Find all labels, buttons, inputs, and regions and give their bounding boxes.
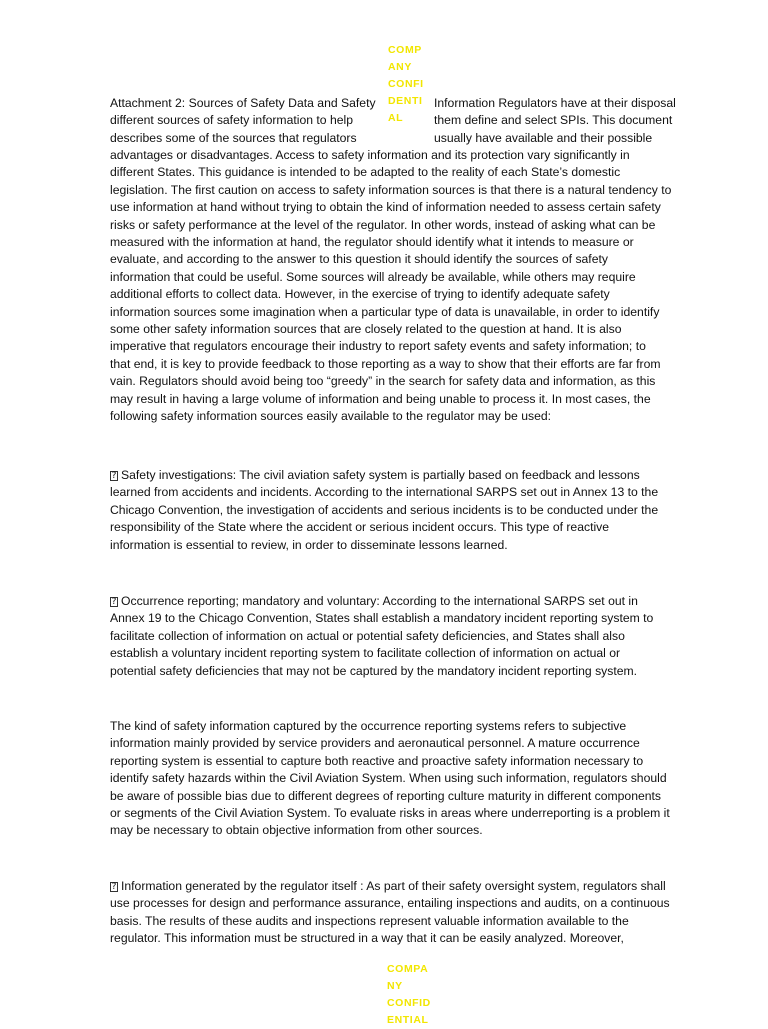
text-line: may be necessary to obtain objective information from other sources. bbox=[110, 823, 483, 838]
text-line: them define and select SPIs. This document bbox=[434, 113, 673, 128]
text-line: additional efforts to collect data. However, in the exercise of trying to identify adequate safety bbox=[110, 287, 610, 302]
text-line: basis. The results of these audits and inspections represent valuable information available to the bbox=[110, 913, 629, 928]
text-line: Occurrence reporting; mandatory and voluntary: According to the international SARPS set out in bbox=[121, 594, 638, 608]
header-left-column bbox=[110, 95, 376, 147]
text-line: facilitate collection of information on actual or potential safety deficiencies, and States shall also bbox=[110, 628, 625, 643]
text-line: measured with the information at hand, the regulator should identify what it intends to measure or bbox=[110, 235, 634, 250]
text-line: Safety investigations: The civil aviation safety system is partially based on feedback and lessons bbox=[121, 468, 640, 482]
text-line: use information at hand without trying to obtain the kind of information needed to assess certain safety bbox=[110, 200, 661, 215]
confidential-watermark-top bbox=[388, 42, 424, 127]
text-line: may result in having a large volume of information and being unable to process it. In most cases, the bbox=[110, 391, 651, 406]
watermark-line: ENTIAL bbox=[387, 1014, 429, 1026]
bullet-box-icon: ? bbox=[111, 882, 117, 892]
text-line: information is essential to review, in order to disseminate lessons learned. bbox=[110, 537, 508, 552]
bullet-box-icon: ? bbox=[111, 597, 117, 607]
reporting-systems-paragraph bbox=[110, 718, 670, 840]
watermark-line: CONFI bbox=[388, 78, 424, 90]
text-line: responsibility of the State where the accident or serious incident occurs. This type of reactive bbox=[110, 520, 610, 535]
text-line: Annex 19 to the Chicago Convention, States shall establish a mandatory incident reporting system to bbox=[110, 611, 654, 626]
watermark-line: CONFID bbox=[387, 997, 431, 1009]
text-line: different sources of safety information to help bbox=[110, 113, 353, 128]
intro-paragraph bbox=[110, 147, 671, 426]
text-line: evaluate, and according to the answer to this question it should identify the sources of safety bbox=[110, 252, 608, 267]
watermark-line: ANY bbox=[388, 61, 412, 73]
text-line: information that could be useful. Some sources will already be available, while others may require bbox=[110, 269, 636, 284]
text-line: The kind of safety information captured by the occurrence reporting systems refers to subjective bbox=[110, 719, 627, 733]
text-line: or segments of the Civil Aviation System. To evaluate risks in areas where underreporting is a problem it bbox=[110, 806, 670, 821]
text-line: risks or safety performance at the level of the regulator. In other words, instead of asking what can be bbox=[110, 217, 656, 232]
watermark-line: DENTI bbox=[388, 95, 423, 107]
text-line: following safety information sources easily available to the regulator may be used: bbox=[110, 409, 552, 424]
text-line: that end, it is key to provide feedback to those reporting as a way to show that their efforts are far from bbox=[110, 356, 661, 371]
text-line: learned from accidents and incidents. According to the international SARPS set out in Annex 13 to the bbox=[110, 485, 659, 500]
text-line: describes some of the sources that regulators bbox=[110, 130, 357, 145]
watermark-line: COMP bbox=[388, 44, 422, 56]
text-line: Information Regulators have at their disposal bbox=[434, 96, 676, 110]
text-line: regulator. This information must be structured in a way that it can be easily analyzed. Moreover, bbox=[110, 931, 624, 946]
header-right-column bbox=[434, 95, 676, 147]
text-line: be aware of possible bias due to different degrees of reporting culture maturity in different components bbox=[110, 788, 662, 803]
watermark-line: NY bbox=[387, 980, 403, 992]
text-line: identify safety hazards within the Civil Aviation System. When using such information, regulators should bbox=[110, 771, 667, 786]
text-line: information mainly provided by service providers and aeronautical personnel. A mature occurrence bbox=[110, 736, 640, 751]
text-line: potential safety deficiencies that may not be captured by the mandatory incident reporting system. bbox=[110, 663, 638, 678]
text-line: imperative that regulators encourage their industry to report safety events and safety information; to bbox=[110, 339, 646, 354]
text-line: use processes for design and performance assurance, entailing inspections and audits, on a continuous bbox=[110, 896, 670, 911]
text-line: advantages or disadvantages. Access to safety information and its protection vary significantly in bbox=[110, 148, 630, 162]
text-line: establish a voluntary incident reporting system to facilitate collection of information on actual or bbox=[110, 646, 621, 661]
text-line: reporting system is essential to capture both reactive and proactive safety information necessary to bbox=[110, 753, 644, 768]
text-line: Information generated by the regulator itself : As part of their safety oversight system, regulators shall bbox=[121, 879, 666, 893]
regulator-information-paragraph bbox=[110, 878, 670, 948]
watermark-line: AL bbox=[388, 112, 404, 124]
text-line: some other safety information sources that are closely related to the question at hand. It is also bbox=[110, 322, 622, 337]
confidential-watermark-bottom bbox=[387, 961, 431, 1029]
safety-investigations-paragraph bbox=[110, 467, 658, 554]
text-line: Chicago Convention, the investigation of accidents and serious incidents is to be conducted under the bbox=[110, 502, 659, 517]
occurrence-reporting-paragraph bbox=[110, 593, 653, 680]
text-line: usually have available and their possible bbox=[434, 130, 653, 145]
watermark-line: COMPA bbox=[387, 963, 429, 975]
text-line: legislation. The first caution on access to safety information sources is that there is a natural tendency to bbox=[110, 182, 672, 197]
text-line: vain. Regulators should avoid being too “greedy” in the search for safety data and information, as this bbox=[110, 374, 656, 389]
text-line: information sources some imagination when a particular type of data is unavailable, in order to identify bbox=[110, 304, 660, 319]
text-line: Attachment 2: Sources of Safety Data and Safety bbox=[110, 96, 376, 110]
bullet-box-icon: ? bbox=[111, 471, 117, 481]
text-line: different States. This guidance is intended to be adapted to the reality of each State’s domestic bbox=[110, 165, 621, 180]
